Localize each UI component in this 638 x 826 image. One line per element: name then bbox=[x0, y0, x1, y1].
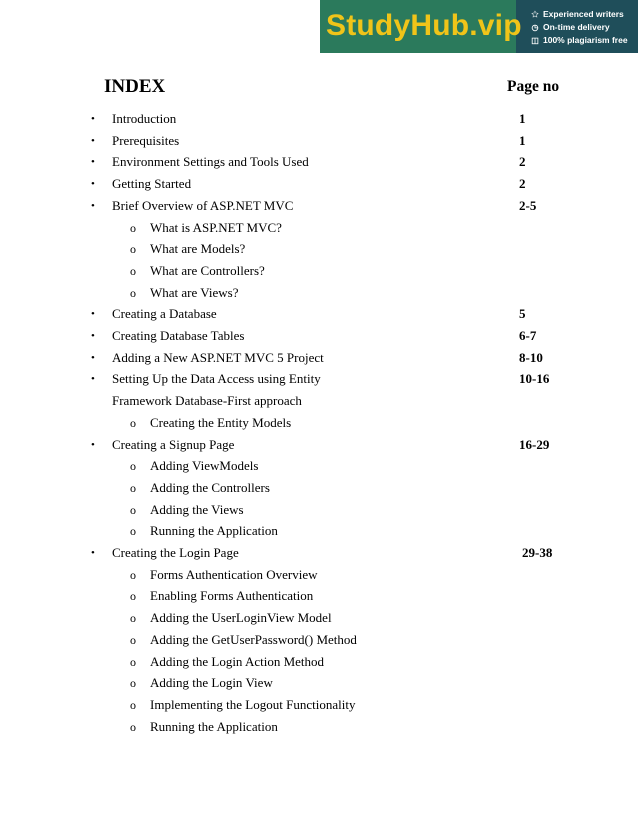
toc-entry-text: Adding ViewModels bbox=[150, 458, 259, 474]
toc-entry bbox=[0, 108, 638, 130]
sub-bullet-icon: o bbox=[130, 263, 136, 278]
sub-bullet-icon: o bbox=[130, 589, 136, 604]
bullet-icon: • bbox=[91, 113, 95, 125]
toc-entry bbox=[0, 542, 638, 564]
bullet-icon: • bbox=[91, 438, 95, 451]
sub-bullet-icon: o bbox=[130, 697, 136, 712]
toc-entry bbox=[0, 238, 638, 260]
star-icon: ✩ bbox=[531, 10, 539, 19]
toc-entry bbox=[0, 173, 638, 195]
toc-entry-text: Adding the UserLoginView Model bbox=[150, 610, 332, 626]
toc-entry-page: 16-29 bbox=[519, 436, 550, 452]
toc-entry-page: 8-10 bbox=[519, 349, 543, 365]
toc-entry-page: 1 bbox=[519, 111, 526, 126]
toc-entry bbox=[0, 303, 638, 325]
toc-entry-text: Running the Application bbox=[150, 523, 278, 539]
toc-entry bbox=[0, 585, 638, 607]
toc-entry bbox=[0, 564, 638, 586]
toc-entry-text: Adding the Controllers bbox=[150, 479, 270, 495]
toc-entry-text: Creating Database Tables bbox=[112, 328, 245, 343]
toc-entry bbox=[0, 499, 638, 521]
toc-entry-text: Running the Application bbox=[150, 718, 278, 734]
toc-entry-text: Brief Overview of ASP.NET MVC bbox=[112, 197, 294, 213]
toc-entry bbox=[0, 368, 638, 390]
sub-bullet-icon: o bbox=[130, 285, 136, 300]
toc-entry-text: Enabling Forms Authentication bbox=[150, 588, 314, 604]
toc-entry bbox=[0, 651, 638, 673]
toc-entry-text: Implementing the Logout Functionality bbox=[150, 696, 356, 712]
toc-entry bbox=[0, 217, 638, 239]
bullet-icon: • bbox=[91, 373, 95, 386]
toc-entry-text: Forms Authentication Overview bbox=[150, 566, 318, 582]
toc-entry-text: Adding the GetUserPassword() Method bbox=[150, 631, 357, 647]
sub-bullet-icon: o bbox=[130, 611, 136, 626]
toc-entry-text: What are Controllers? bbox=[150, 262, 265, 278]
toc-entry bbox=[0, 607, 638, 629]
toc-entry bbox=[0, 325, 638, 347]
toc-entry-page: 29-38 bbox=[522, 545, 553, 560]
toc-entry-text: Getting Started bbox=[112, 176, 192, 192]
toc-entry-text: Environment Settings and Tools Used bbox=[112, 154, 309, 170]
toc-entry bbox=[0, 672, 638, 694]
sub-bullet-icon: o bbox=[130, 567, 136, 582]
clock-icon: ◷ bbox=[531, 23, 539, 32]
feature-experienced-writers bbox=[530, 8, 628, 21]
toc-entry bbox=[0, 412, 638, 434]
sub-bullet-icon: o bbox=[130, 654, 136, 669]
bullet-icon: • bbox=[91, 351, 95, 364]
toc-entry bbox=[0, 347, 638, 369]
bullet-icon: • bbox=[91, 134, 95, 147]
toc-entry bbox=[0, 455, 638, 477]
toc-entry-page: 10-16 bbox=[519, 371, 550, 387]
toc-entry bbox=[0, 520, 638, 542]
sub-bullet-icon: o bbox=[130, 480, 136, 495]
sub-bullet-icon: o bbox=[130, 524, 136, 539]
bullet-icon: • bbox=[91, 330, 95, 342]
feature-label: Experienced writers bbox=[543, 9, 624, 19]
page-no-header: Page no bbox=[507, 78, 560, 95]
bullet-icon: • bbox=[91, 178, 95, 191]
toc-entry-text: Adding the Views bbox=[150, 501, 244, 517]
studyhub-logo[interactable]: StudyHub.vip bbox=[326, 9, 522, 42]
toc-entry bbox=[0, 434, 638, 456]
toc-entry-page: 6-7 bbox=[519, 328, 537, 343]
bullet-icon: • bbox=[91, 547, 95, 559]
toc-entry bbox=[0, 390, 638, 412]
bullet-icon: • bbox=[91, 308, 95, 321]
feature-label: On-time delivery bbox=[543, 22, 610, 32]
bullet-icon: • bbox=[91, 156, 95, 169]
sub-bullet-icon: o bbox=[130, 242, 136, 257]
toc-entry-text: Creating a Database bbox=[112, 306, 217, 322]
sub-bullet-icon: o bbox=[130, 459, 136, 474]
toc-entry-text: Setting Up the Data Access using Entity bbox=[112, 371, 321, 387]
toc-entry-page: 5 bbox=[519, 306, 526, 322]
toc-entry-text: Adding the Login View bbox=[150, 675, 273, 691]
feature-label: 100% plagiarism free bbox=[543, 35, 628, 45]
toc-entry bbox=[0, 151, 638, 173]
toc-entry-text: Introduction bbox=[112, 111, 177, 126]
toc-entry-text: Creating the Entity Models bbox=[150, 414, 292, 430]
toc-entry-text: Adding a New ASP.NET MVC 5 Project bbox=[112, 349, 324, 365]
sub-bullet-icon: o bbox=[130, 415, 136, 430]
toc-entry-text: Adding the Login Action Method bbox=[150, 653, 325, 669]
toc-entry bbox=[0, 629, 638, 651]
sub-bullet-icon: o bbox=[130, 676, 136, 691]
bullet-icon: • bbox=[91, 199, 95, 212]
toc-entry bbox=[0, 477, 638, 499]
toc-entry bbox=[0, 195, 638, 217]
feature-plagiarism-free bbox=[530, 34, 628, 47]
index-title: INDEX bbox=[104, 76, 166, 97]
toc-entry-text: What are Views? bbox=[150, 284, 239, 300]
toc-entry-text: Creating a Signup Page bbox=[112, 436, 235, 452]
toc-entry-text: What are Models? bbox=[150, 241, 246, 257]
shield-icon: ◫ bbox=[531, 36, 539, 45]
banner-features bbox=[530, 8, 628, 47]
toc-entry bbox=[0, 260, 638, 282]
toc-entry bbox=[0, 716, 638, 738]
toc-entry-page: 2 bbox=[519, 154, 526, 170]
toc-entry-page: 2 bbox=[519, 176, 526, 192]
toc-entry-text: Creating the Login Page bbox=[112, 545, 239, 560]
feature-on-time-delivery bbox=[530, 21, 628, 34]
toc-entry bbox=[0, 130, 638, 152]
toc-entry bbox=[0, 694, 638, 716]
studyhub-banner[interactable] bbox=[320, 0, 638, 53]
sub-bullet-icon: o bbox=[130, 220, 136, 235]
sub-bullet-icon: o bbox=[130, 502, 136, 517]
toc-entry bbox=[0, 282, 638, 304]
sub-bullet-icon: o bbox=[130, 719, 136, 734]
logo-block bbox=[320, 0, 522, 53]
toc-entry-text: Prerequisites bbox=[112, 132, 180, 148]
toc-entry-text: Framework Database-First approach bbox=[112, 393, 302, 409]
toc-entry-page: 1 bbox=[519, 132, 526, 148]
sub-bullet-icon: o bbox=[130, 632, 136, 647]
toc-entry-page: 2-5 bbox=[519, 197, 537, 213]
toc-entry-text: What is ASP.NET MVC? bbox=[150, 219, 282, 235]
